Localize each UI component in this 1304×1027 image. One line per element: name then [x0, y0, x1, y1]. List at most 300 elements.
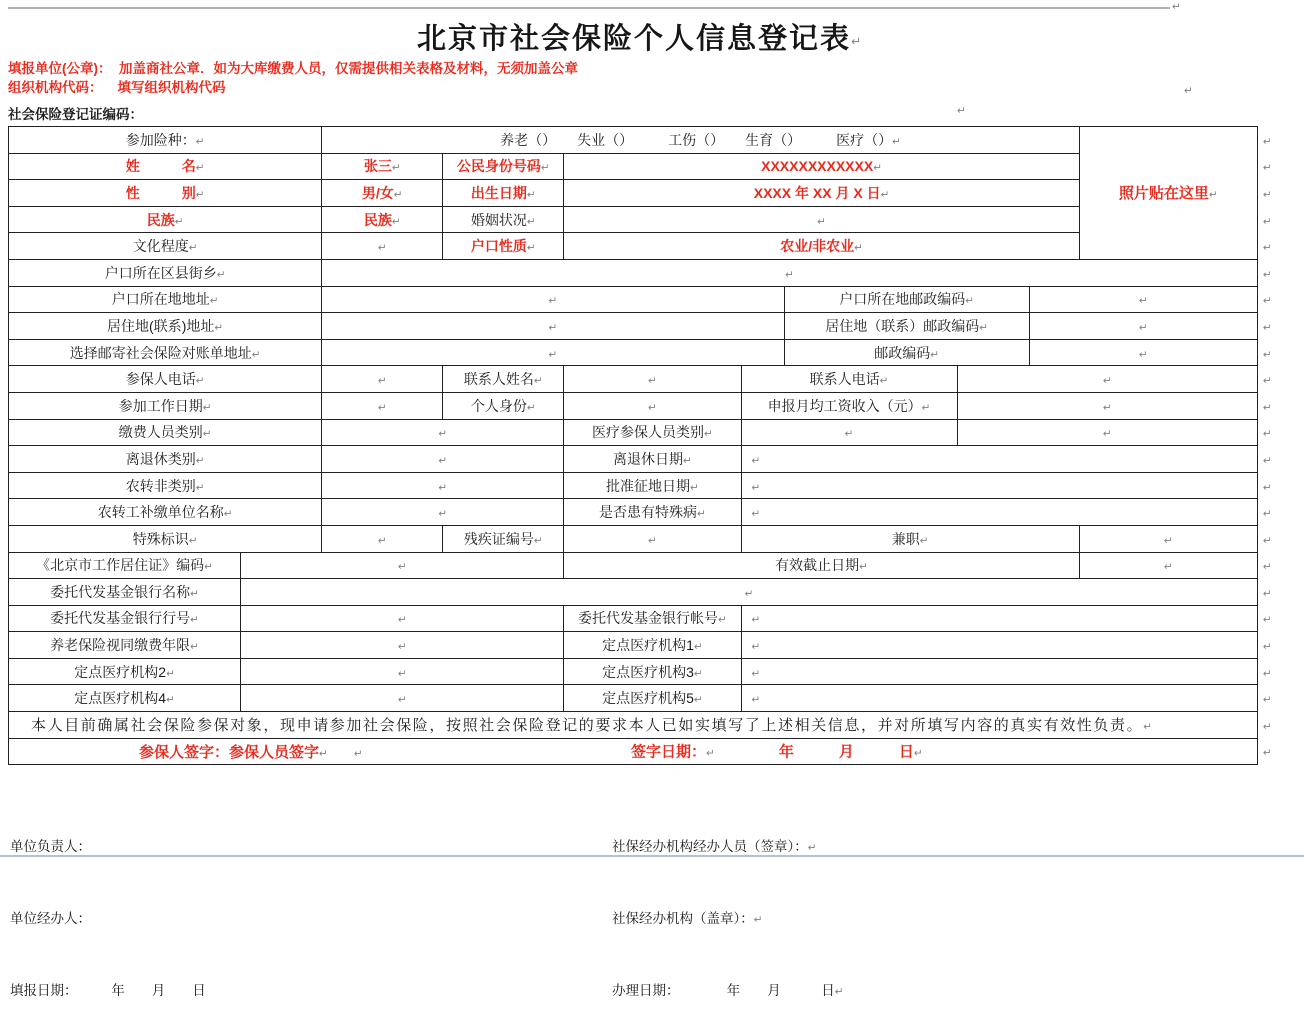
paragraph-mark-icon: ↵	[190, 614, 199, 627]
cell-text: 选择邮寄社会保险对账单地址	[69, 344, 252, 361]
field-label-cell	[9, 525, 322, 552]
paragraph-mark-icon: ↵	[690, 481, 699, 494]
bottom-rule	[0, 855, 1304, 857]
field-input-cell[interactable]	[1079, 525, 1257, 552]
paragraph-mark-icon: ↵	[1262, 375, 1272, 388]
field-input-cell[interactable]	[1029, 313, 1257, 340]
hukou-type-value-cell	[564, 233, 1079, 260]
field-input-cell[interactable]	[241, 632, 564, 659]
field-label-cell	[9, 392, 322, 419]
cell-text: 参加工作日期	[118, 397, 203, 414]
paragraph-mark-icon: ↵	[377, 401, 387, 414]
paragraph-mark-icon: ↵	[913, 747, 923, 760]
field-label-cell	[564, 552, 1079, 579]
cell-text: 个人身份	[470, 397, 527, 414]
paragraph-mark-icon: ↵	[1184, 85, 1193, 97]
paragraph-mark-icon: ↵	[526, 242, 536, 255]
field-label-cell	[9, 499, 322, 526]
paragraph-mark-icon: ↵	[188, 534, 198, 547]
field-label-cell	[9, 472, 322, 499]
paragraph-mark-icon: ↵	[377, 534, 387, 547]
paragraph-mark-icon: ↵	[1138, 348, 1148, 361]
paragraph-mark-icon: ↵	[438, 428, 448, 441]
row-end-mark	[1257, 579, 1289, 606]
fill-unit-note-value: 加盖商社公章．如为大库缴费人员，仅需提供相关表格及材料，无须加盖公章	[111, 61, 579, 76]
field-input-cell[interactable]	[564, 525, 741, 552]
cell-text: 批准征地日期	[606, 477, 691, 494]
row-end-mark	[1257, 313, 1289, 340]
table-row	[9, 658, 1290, 685]
paragraph-mark-icon: ↵	[209, 295, 219, 308]
name-value-cell	[322, 153, 443, 180]
field-input-cell[interactable]	[957, 419, 1257, 446]
row-end-mark	[1257, 339, 1289, 366]
field-input-cell[interactable]	[1029, 286, 1257, 313]
field-input-cell[interactable]	[741, 446, 1257, 473]
paragraph-mark-icon: ↵	[965, 295, 975, 308]
paragraph-mark-icon: ↵	[919, 534, 929, 547]
field-label-cell	[9, 286, 322, 313]
field-label-cell	[9, 127, 322, 154]
cell-text: 农转工补缴单位名称	[97, 504, 224, 521]
paragraph-mark-icon: ↵	[214, 321, 224, 334]
paragraph-mark-icon: ↵	[706, 747, 715, 760]
field-input-cell[interactable]	[322, 339, 784, 366]
field-label-cell	[443, 392, 564, 419]
table-row	[9, 366, 1290, 393]
row-end-mark	[1257, 206, 1289, 233]
paragraph-mark-icon: ↵	[195, 135, 205, 148]
field-input-cell[interactable]	[741, 632, 1257, 659]
cell-text: 农转非类别	[125, 477, 196, 494]
field-input-cell[interactable]	[322, 499, 564, 526]
paragraph-mark-icon: ↵	[166, 667, 175, 680]
paragraph-mark-icon: ↵	[190, 587, 199, 600]
paragraph-mark-icon: ↵	[1262, 162, 1272, 175]
paragraph-mark-icon: ↵	[1163, 534, 1173, 547]
table-row	[9, 127, 1290, 154]
paragraph-mark-icon: ↵	[1262, 720, 1272, 733]
cell-text: 定点医疗机构5	[602, 690, 694, 707]
field-label-cell	[9, 685, 241, 712]
cell-text: 有效截止日期	[775, 557, 860, 574]
field-input-cell[interactable]	[1029, 339, 1257, 366]
field-label-cell	[9, 180, 322, 207]
cell-text: 定点医疗机构1	[602, 637, 694, 654]
cell-text: 张三	[363, 158, 392, 175]
paragraph-mark-icon: ↵	[1262, 188, 1272, 201]
paragraph-mark-icon: ↵	[216, 268, 226, 281]
org-code-note-value: 填写组织机构代码	[102, 80, 226, 95]
field-input-cell[interactable]	[741, 658, 1257, 685]
cell-text: 离退休类别	[125, 450, 196, 467]
row-end-mark	[1257, 180, 1289, 207]
paragraph-mark-icon: ↵	[188, 242, 198, 255]
field-input-cell[interactable]	[1079, 552, 1257, 579]
table-row	[9, 552, 1290, 579]
row-end-mark	[1257, 153, 1289, 180]
field-input-cell[interactable]	[241, 579, 1258, 606]
paragraph-mark-icon: ↵	[850, 34, 864, 49]
paragraph-mark-icon: ↵	[1102, 375, 1112, 388]
field-input-cell[interactable]	[741, 472, 1257, 499]
paragraph-mark-icon: ↵	[1262, 428, 1272, 441]
row-end-mark	[1257, 366, 1289, 393]
field-label-cell	[784, 286, 1029, 313]
field-input-cell[interactable]	[564, 392, 741, 419]
paragraph-mark-icon: ↵	[844, 428, 854, 441]
paragraph-mark-icon: ↵	[751, 667, 761, 680]
gender-value-cell	[322, 180, 443, 207]
agency-seal-label: 社保经办机构（盖章）：	[612, 911, 754, 926]
cell-text: 申报月均工资收入（元）	[767, 397, 922, 414]
cell-text: 委托代发基金银行名称	[50, 583, 191, 600]
paragraph-mark-icon: ↵	[807, 842, 817, 854]
paragraph-mark-icon: ↵	[223, 508, 233, 521]
field-label-cell	[9, 153, 322, 180]
field-input-cell[interactable]	[564, 206, 1079, 233]
cell-text: 委托代发基金银行行号	[50, 610, 191, 627]
row-end-mark	[1257, 127, 1289, 154]
paragraph-mark-icon: ↵	[834, 986, 844, 998]
cell-text: 户口性质	[470, 238, 527, 255]
paragraph-mark-icon: ↵	[648, 534, 657, 547]
field-label-cell	[9, 579, 241, 606]
paragraph-mark-icon: ↵	[648, 375, 657, 388]
field-input-cell[interactable]	[957, 392, 1257, 419]
field-input-cell[interactable]	[322, 286, 784, 313]
field-input-cell[interactable]	[322, 525, 443, 552]
row-end-mark	[1257, 233, 1289, 260]
table-row	[9, 286, 1290, 313]
paragraph-mark-icon: ↵	[548, 348, 558, 361]
insured-signature-label: 参保人签字：参保人员签字	[139, 743, 320, 761]
paragraph-mark-icon: ↵	[979, 321, 989, 334]
cell-text: 婚姻状况	[470, 211, 527, 228]
paragraph-mark-icon: ↵	[1262, 561, 1272, 574]
table-row	[9, 472, 1290, 499]
declaration-text	[9, 712, 1258, 739]
table-row	[9, 313, 1290, 340]
row-end-mark	[1257, 685, 1289, 712]
paragraph-mark-icon: ↵	[921, 401, 931, 414]
paragraph-mark-icon: ↵	[930, 348, 940, 361]
table-row	[9, 419, 1290, 446]
fill-date-label: 填报日期： 年 月 日	[10, 983, 206, 998]
cell-text: 缴费人员类别	[118, 424, 203, 441]
field-input-cell[interactable]	[322, 259, 1258, 286]
table-row	[9, 605, 1290, 632]
cell-text: 居住地(联系)地址	[107, 317, 215, 334]
cell-text: 居住地（联系）邮政编码	[825, 317, 980, 334]
cell-text: 联系人电话	[809, 371, 880, 388]
paragraph-mark-icon: ↵	[751, 454, 761, 467]
paragraph-mark-icon: ↵	[751, 508, 761, 521]
field-input-cell[interactable]	[564, 366, 741, 393]
paragraph-mark-icon: ↵	[526, 215, 536, 228]
paragraph-mark-icon: ↵	[397, 561, 407, 574]
table-row	[9, 632, 1290, 659]
cell-text: 户口所在地邮政编码	[839, 291, 966, 308]
field-label-cell	[9, 605, 241, 632]
paragraph-mark-icon: ↵	[202, 401, 212, 414]
paragraph-mark-icon: ↵	[1262, 321, 1272, 334]
cell-text: XXXX 年 XX 月 X 日	[753, 184, 881, 201]
field-label-cell	[741, 366, 957, 393]
form-title	[0, 16, 1280, 57]
paragraph-mark-icon: ↵	[438, 454, 448, 467]
cell-text: 参加险种：	[125, 131, 196, 148]
paragraph-mark-icon: ↵	[693, 694, 703, 707]
agency-handler-label: 社保经办机构经办人员（签章）：	[612, 839, 808, 854]
cell-text: 参保人电话	[125, 371, 196, 388]
paragraph-mark-icon: ↵	[1172, 1, 1181, 13]
table-row	[9, 738, 1290, 765]
field-label-cell	[9, 632, 241, 659]
table-row	[9, 499, 1290, 526]
field-label-cell	[9, 206, 322, 233]
unit-manager-label: 单位负责人：	[10, 839, 91, 854]
field-label-cell	[564, 419, 741, 446]
fill-unit-note-label: 填报单位(公章)：	[8, 61, 112, 76]
paragraph-mark-icon: ↵	[873, 162, 882, 175]
paragraph-mark-icon: ↵	[195, 188, 205, 201]
cell-text: 文化程度	[132, 238, 189, 255]
cell-text: 养老保险视同缴费年限	[50, 637, 191, 654]
field-input-cell[interactable]	[322, 233, 443, 260]
org-code-note	[8, 76, 226, 96]
field-input-cell[interactable]	[241, 552, 564, 579]
cell-text: 离退休日期	[613, 450, 684, 467]
paragraph-mark-icon: ↵	[526, 401, 536, 414]
paragraph-mark-icon: ↵	[859, 561, 868, 574]
paragraph-mark-icon: ↵	[751, 694, 761, 707]
table-row	[9, 579, 1290, 606]
paragraph-mark-icon: ↵	[438, 481, 448, 494]
paragraph-mark-icon: ↵	[880, 188, 890, 201]
table-row	[9, 392, 1290, 419]
field-label-cell	[443, 206, 564, 233]
field-input-cell[interactable]	[322, 313, 784, 340]
field-label-cell	[443, 153, 564, 180]
cell-text: 定点医疗机构3	[602, 663, 694, 680]
paragraph-mark-icon: ↵	[785, 268, 794, 281]
field-label-cell	[9, 233, 322, 260]
paragraph-mark-icon: ↵	[438, 508, 448, 521]
paragraph-mark-icon: ↵	[548, 295, 558, 308]
paragraph-mark-icon: ↵	[718, 614, 727, 627]
paragraph-mark-icon: ↵	[751, 481, 761, 494]
paragraph-mark-icon: ↵	[202, 428, 212, 441]
cell-text: 民族	[363, 211, 392, 228]
cell-text: 定点医疗机构2	[74, 663, 167, 680]
cell-text: 农业/非农业	[780, 238, 855, 255]
paragraph-mark-icon: ↵	[1262, 641, 1272, 654]
paragraph-mark-icon: ↵	[817, 215, 826, 228]
paragraph-mark-icon: ↵	[1262, 401, 1272, 414]
paragraph-mark-icon: ↵	[751, 641, 761, 654]
field-label-cell	[784, 313, 1029, 340]
field-label-cell	[741, 392, 957, 419]
paragraph-mark-icon: ↵	[1138, 295, 1148, 308]
signature-date-fields: 年 月 日	[778, 743, 914, 761]
paragraph-mark-icon: ↵	[751, 614, 761, 627]
cell-text: 户口所在区县街乡	[104, 264, 217, 281]
paragraph-mark-icon: ↵	[1262, 215, 1272, 228]
field-label-cell	[564, 446, 741, 473]
paragraph-mark-icon: ↵	[533, 375, 543, 388]
signature-date-caption: 签字日期：	[631, 743, 707, 761]
paragraph-mark-icon: ↵	[195, 375, 205, 388]
paragraph-mark-icon: ↵	[1262, 348, 1272, 361]
paragraph-mark-icon: ↵	[879, 375, 889, 388]
paragraph-mark-icon: ↵	[353, 747, 363, 760]
paragraph-mark-icon: ↵	[1262, 135, 1272, 148]
paragraph-mark-icon: ↵	[1102, 401, 1112, 414]
paragraph-mark-icon: ↵	[1262, 534, 1272, 547]
paragraph-mark-icon: ↵	[397, 641, 407, 654]
paragraph-mark-icon: ↵	[1262, 667, 1272, 680]
registration-code-label: 社会保险登记证编码：	[8, 107, 143, 122]
field-input-cell[interactable]	[322, 392, 443, 419]
field-input-cell[interactable]	[241, 658, 564, 685]
paragraph-mark-icon: ↵	[377, 242, 387, 255]
footer-right-column	[612, 787, 844, 1027]
paragraph-mark-icon: ↵	[548, 321, 558, 334]
paragraph-mark-icon: ↵	[1143, 721, 1154, 734]
cell-text: 是否患有特殊病	[599, 504, 698, 521]
table-row	[9, 259, 1290, 286]
field-label-cell	[741, 525, 1079, 552]
table-row	[9, 339, 1290, 366]
field-input-cell[interactable]	[741, 605, 1257, 632]
signature-date-label	[631, 741, 923, 762]
row-end-mark	[1257, 446, 1289, 473]
paragraph-mark-icon: ↵	[166, 694, 175, 707]
insurance-type-options[interactable]	[322, 127, 1080, 154]
field-label-cell	[564, 472, 741, 499]
paragraph-mark-icon: ↵	[648, 401, 657, 414]
paragraph-mark-icon: ↵	[753, 914, 763, 926]
paragraph-mark-icon: ↵	[526, 188, 536, 201]
cell-text: 民族	[146, 211, 175, 228]
cell-text: 医疗参保人员类别	[592, 424, 705, 441]
paragraph-mark-icon: ↵	[540, 162, 550, 175]
row-end-mark	[1257, 472, 1289, 499]
paragraph-mark-icon: ↵	[1102, 428, 1112, 441]
field-label-cell	[9, 446, 322, 473]
row-end-mark	[1257, 499, 1289, 526]
paragraph-mark-icon: ↵	[397, 667, 407, 680]
row-end-mark	[1257, 712, 1289, 739]
cell-text: 养老（） 失业（） 工伤（） 生育（） 医疗（）	[500, 131, 893, 148]
field-label-cell	[443, 180, 564, 207]
field-label-cell	[784, 339, 1029, 366]
table-row	[9, 446, 1290, 473]
paragraph-mark-icon: ↵	[397, 694, 407, 707]
row-end-mark	[1257, 286, 1289, 313]
paragraph-mark-icon: ↵	[319, 747, 328, 760]
top-rule	[8, 7, 1170, 9]
footer-left-column	[10, 787, 206, 1027]
unit-handler-label: 单位经办人：	[10, 911, 91, 926]
paragraph-mark-icon: ↵	[697, 508, 706, 521]
birthdate-value-cell	[564, 180, 1079, 207]
paragraph-mark-icon: ↵	[1262, 295, 1272, 308]
row-end-mark	[1257, 392, 1289, 419]
field-input-cell[interactable]	[322, 446, 564, 473]
process-date-label: 办理日期： 年 月 日	[612, 983, 835, 998]
row-end-mark	[1257, 658, 1289, 685]
paragraph-mark-icon: ↵	[957, 105, 966, 117]
paragraph-mark-icon: ↵	[195, 481, 205, 494]
ethnicity-value-cell	[322, 206, 443, 233]
org-code-note-label: 组织机构代码：	[8, 80, 103, 95]
field-input-cell[interactable]	[241, 605, 564, 632]
field-label-cell	[564, 685, 741, 712]
cell-text: 姓 名	[125, 158, 196, 175]
cell-text: 定点医疗机构4	[74, 690, 167, 707]
registration-form-table	[8, 126, 1290, 765]
field-input-cell[interactable]	[322, 419, 564, 446]
cell-text: 委托代发基金银行帐号	[578, 610, 719, 627]
cell-text: 性 别	[125, 184, 196, 201]
form-title-text: 北京市社会保险个人信息登记表	[416, 23, 851, 55]
cell-text: 特殊标识	[132, 530, 189, 547]
row-end-mark	[1257, 552, 1289, 579]
signature-row-cell[interactable]	[9, 738, 1258, 765]
field-input-cell[interactable]	[741, 685, 1257, 712]
paragraph-mark-icon: ↵	[1262, 508, 1272, 521]
field-input-cell[interactable]	[322, 472, 564, 499]
field-label-cell	[9, 339, 322, 366]
paragraph-mark-icon: ↵	[693, 667, 703, 680]
paragraph-mark-icon: ↵	[251, 348, 261, 361]
paragraph-mark-icon: ↵	[704, 428, 713, 441]
field-label-cell	[9, 552, 241, 579]
paragraph-mark-icon: ↵	[174, 215, 184, 228]
row-end-mark	[1257, 259, 1289, 286]
field-input-cell[interactable]	[241, 685, 564, 712]
paragraph-mark-icon: ↵	[892, 135, 901, 148]
field-input-cell[interactable]	[957, 366, 1257, 393]
field-label-cell	[9, 366, 322, 393]
field-input-cell[interactable]	[741, 419, 957, 446]
cell-text: 户口所在地地址	[111, 291, 210, 308]
paragraph-mark-icon: ↵	[393, 188, 403, 201]
field-input-cell[interactable]	[741, 499, 1257, 526]
table-row	[9, 712, 1290, 739]
paragraph-mark-icon: ↵	[1262, 747, 1272, 760]
cell-text: 联系人姓名	[463, 371, 534, 388]
cell-text: 本人目前确属社会保险参保对象，现申请参加社会保险，按照社会保险登记的要求本人已如实填写了上述相关信息，并对所填写内容的真实有效性负责。	[31, 717, 1144, 735]
field-label-cell	[9, 259, 322, 286]
paragraph-mark-icon: ↵	[683, 454, 692, 467]
paragraph-mark-icon: ↵	[1262, 694, 1272, 707]
row-end-mark	[1257, 419, 1289, 446]
cell-text: 《北京市工作居住证》编码	[36, 557, 205, 574]
cell-text: 照片贴在这里	[1118, 185, 1209, 203]
row-end-mark	[1257, 605, 1289, 632]
field-input-cell[interactable]	[322, 366, 443, 393]
photo-placeholder-cell	[1079, 127, 1257, 260]
field-label-cell	[564, 658, 741, 685]
row-end-mark	[1257, 738, 1289, 765]
field-label-cell	[564, 605, 741, 632]
paragraph-mark-icon: ↵	[391, 215, 401, 228]
id-number-value-cell	[564, 153, 1079, 180]
field-label-cell	[443, 525, 564, 552]
